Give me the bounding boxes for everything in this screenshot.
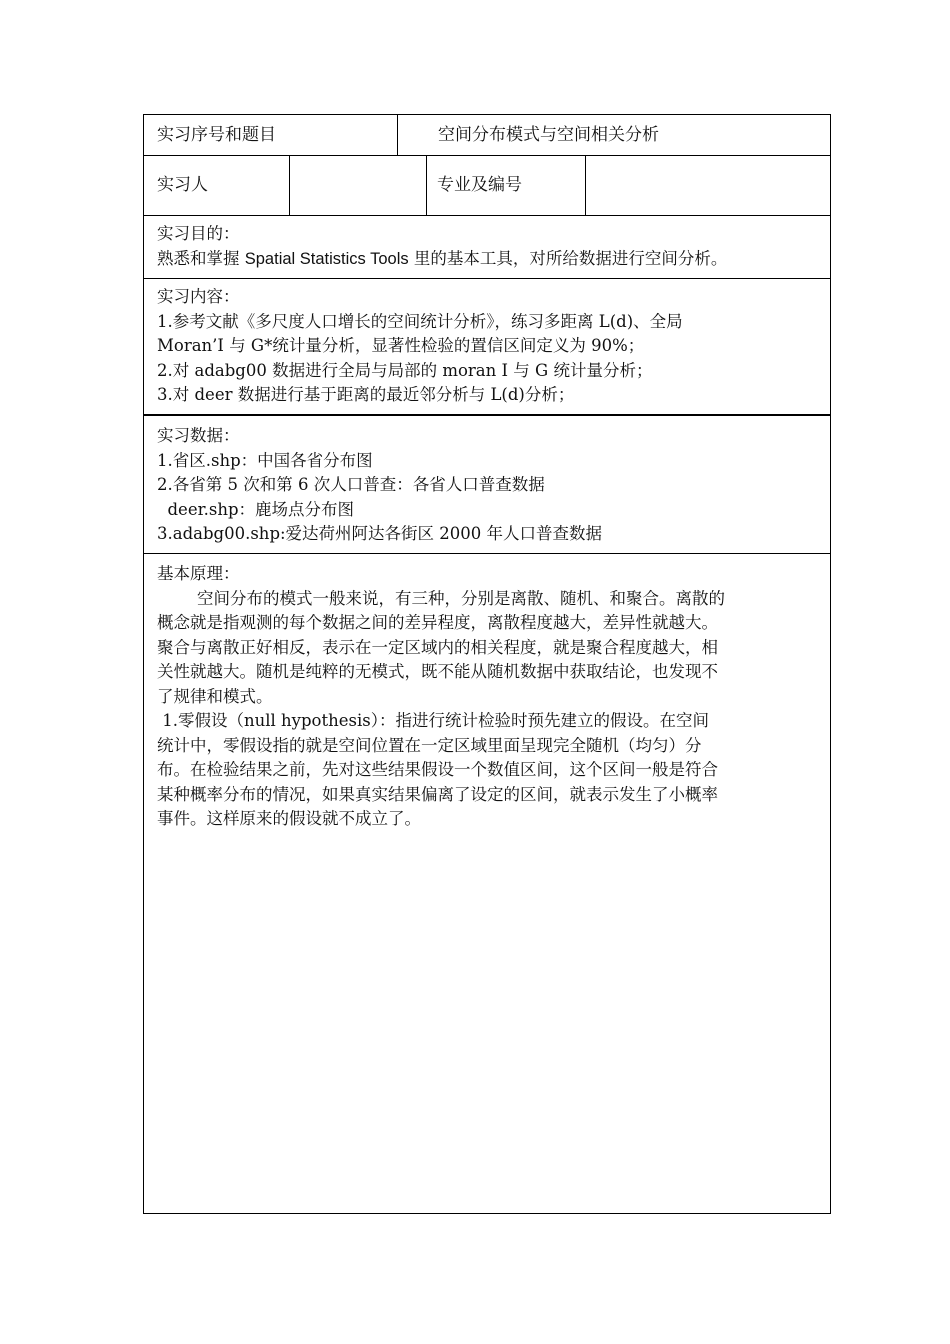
person-value-cell[interactable]	[290, 156, 427, 215]
content-line: 3.对 deer 数据进行基于距离的最近邻分析与 L(d)分析；	[157, 385, 575, 404]
content-line: 2.对 adabg00 数据进行全局与局部的 moran I 与 G 统计量分析；	[157, 360, 653, 380]
principle-section	[144, 554, 830, 1213]
purpose-heading: 实习目的：	[157, 224, 240, 243]
principle-para1-line: 概念就是指观测的每个数据之间的差异程度，离散程度越大，差异性就越大。	[157, 613, 718, 632]
principle-para2-line: 某种概率分布的情况，如果真实结果偏离了设定的区间，就表示发生了小概率	[157, 784, 718, 804]
principle-para2-line: 布。在检验结果之前，先对这些结果假设一个数值区间，这个区间一般是符合	[157, 760, 718, 779]
purpose-text-post: 里的基本工具，对所给数据进行空间分析。	[408, 248, 728, 268]
principle-para2-line: 1.零假设（null hypothesis）：指进行统计检验时预先建立的假设。在空间	[157, 711, 709, 730]
data-line: 2.各省第 5 次和第 6 次人口普查：各省人口普查数据	[157, 475, 545, 494]
purpose-tool-name: Spatial Statistics Tools	[244, 249, 409, 268]
purpose-text-pre: 熟悉和掌握	[157, 248, 245, 268]
principle-para2-line: 统计中，零假设指的就是空间位置在一定区域里面呈现完全随机（均匀）分	[157, 735, 702, 755]
title-value: 空间分布模式与空间相关分析	[438, 125, 659, 145]
data-line: 1.省区.shp：中国各省分布图	[157, 450, 373, 470]
major-value-cell[interactable]	[586, 156, 830, 215]
title-value-cell	[398, 115, 830, 155]
person-row	[144, 156, 830, 216]
principle-para1-line: 了规律和模式。	[157, 686, 273, 706]
person-label: 实习人	[157, 175, 208, 195]
title-label-cell	[144, 115, 398, 155]
report-form	[143, 114, 831, 1214]
principle-heading: 基本原理：	[157, 564, 240, 583]
principle-para1-line: 关性就越大。随机是纯粹的无模式，既不能从随机数据中获取结论，也发现不	[157, 662, 718, 681]
data-line: 3.adabg00.shp:爱达荷州阿达各街区 2000 年人口普查数据	[157, 524, 603, 543]
data-line: deer.shp：鹿场点分布图	[157, 499, 355, 519]
data-section	[144, 416, 830, 554]
purpose-text	[157, 247, 820, 272]
content-heading: 实习内容：	[157, 287, 240, 306]
person-label-cell	[144, 156, 290, 215]
content-line: Moran’I 与 G*统计量分析，显著性检验的置信区间定义为 90%；	[157, 336, 645, 355]
content-line: 1.参考文献《多尺度人口增长的空间统计分析》，练习多距离 L(d)、全局	[157, 311, 683, 331]
purpose-section	[144, 216, 830, 279]
data-heading: 实习数据：	[157, 426, 240, 445]
major-label-cell	[427, 156, 586, 215]
principle-para2-line: 事件。这样原来的假设就不成立了。	[157, 809, 421, 828]
content-section	[144, 279, 830, 416]
major-label: 专业及编号	[437, 175, 522, 195]
principle-para1-line: 聚合与离散正好相反，表示在一定区域内的相关程度，就是聚合程度越大，相	[157, 637, 718, 657]
title-label: 实习序号和题目	[157, 125, 276, 145]
principle-para1-line: 空间分布的模式一般来说，有三种，分别是离散、随机、和聚合。离散的	[197, 588, 725, 608]
title-row	[144, 115, 830, 156]
